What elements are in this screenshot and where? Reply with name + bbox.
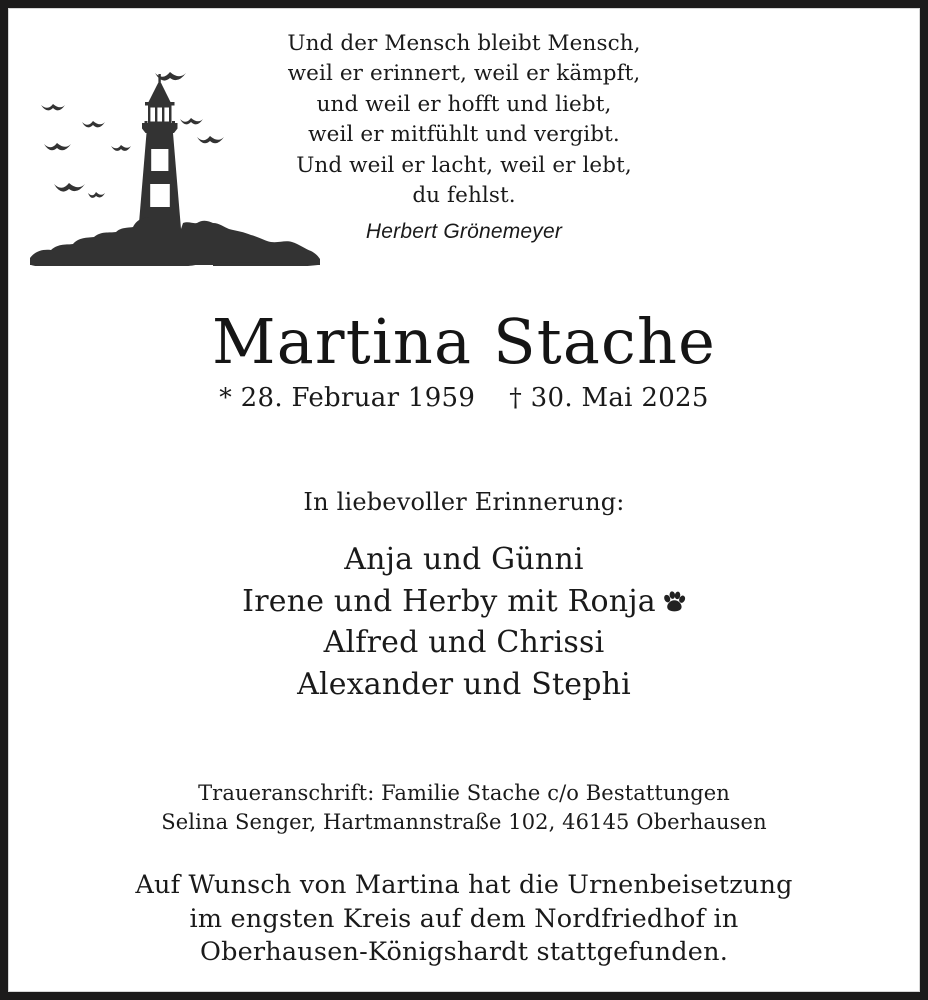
mourner-list bbox=[9, 539, 919, 705]
paw-print-icon bbox=[662, 591, 686, 613]
list-item bbox=[9, 539, 919, 581]
death-date-value: 30. Mai 2025 bbox=[530, 383, 709, 414]
birth-date-value: 28. Februar 1959 bbox=[240, 383, 476, 414]
quote-line-5: Und weil er lacht, weil er lebt, bbox=[296, 152, 632, 178]
life-dates bbox=[9, 383, 919, 413]
birth-date bbox=[219, 383, 475, 413]
deceased-identity bbox=[9, 305, 919, 414]
closing-line-3: Oberhausen-Königshardt stattgefunden. bbox=[199, 937, 729, 967]
deceased-name: Martina Stache bbox=[212, 305, 716, 378]
list-item bbox=[9, 664, 919, 706]
obituary-card-inner bbox=[8, 8, 920, 992]
mourner-name: Alfred und Chrissi bbox=[323, 625, 605, 660]
birth-symbol-icon: * bbox=[219, 383, 233, 413]
mourner-name: Irene und Herby mit Ronja bbox=[242, 583, 656, 619]
address-line-1: Traueranschrift: Familie Stache c/o Bestattungen bbox=[198, 781, 730, 805]
quote-line-4: weil er mitfühlt und vergibt. bbox=[308, 122, 620, 148]
memorial-section bbox=[9, 487, 919, 705]
mourner-name: Anja und Günni bbox=[344, 542, 584, 577]
mourner-name: Alexander und Stephi bbox=[297, 666, 631, 702]
memorial-quote bbox=[9, 29, 919, 244]
condolence-address bbox=[9, 779, 919, 837]
quote-author: Herbert Grönemeyer bbox=[365, 220, 563, 244]
memorial-intro: In liebevoller Erinnerung: bbox=[303, 488, 625, 516]
list-item bbox=[9, 622, 919, 664]
burial-note bbox=[9, 869, 919, 970]
address-line-2: Selina Senger, Hartmannstraße 102, 46145 Oberhausen bbox=[161, 810, 767, 834]
death-date bbox=[509, 383, 708, 413]
quote-line-6: du fehlst. bbox=[412, 183, 516, 209]
list-item bbox=[9, 581, 919, 623]
quote-line-3: und weil er hofft und liebt, bbox=[316, 91, 612, 117]
closing-line-1: Auf Wunsch von Martina hat die Urnenbeisetzung bbox=[135, 870, 793, 900]
closing-line-2: im engsten Kreis auf dem Nordfriedhof in bbox=[189, 903, 739, 934]
quote-line-2: weil er erinnert, weil er kämpft, bbox=[287, 61, 641, 87]
dagger-icon: † bbox=[509, 383, 523, 413]
quote-line-1: Und der Mensch bleibt Mensch, bbox=[287, 31, 641, 56]
